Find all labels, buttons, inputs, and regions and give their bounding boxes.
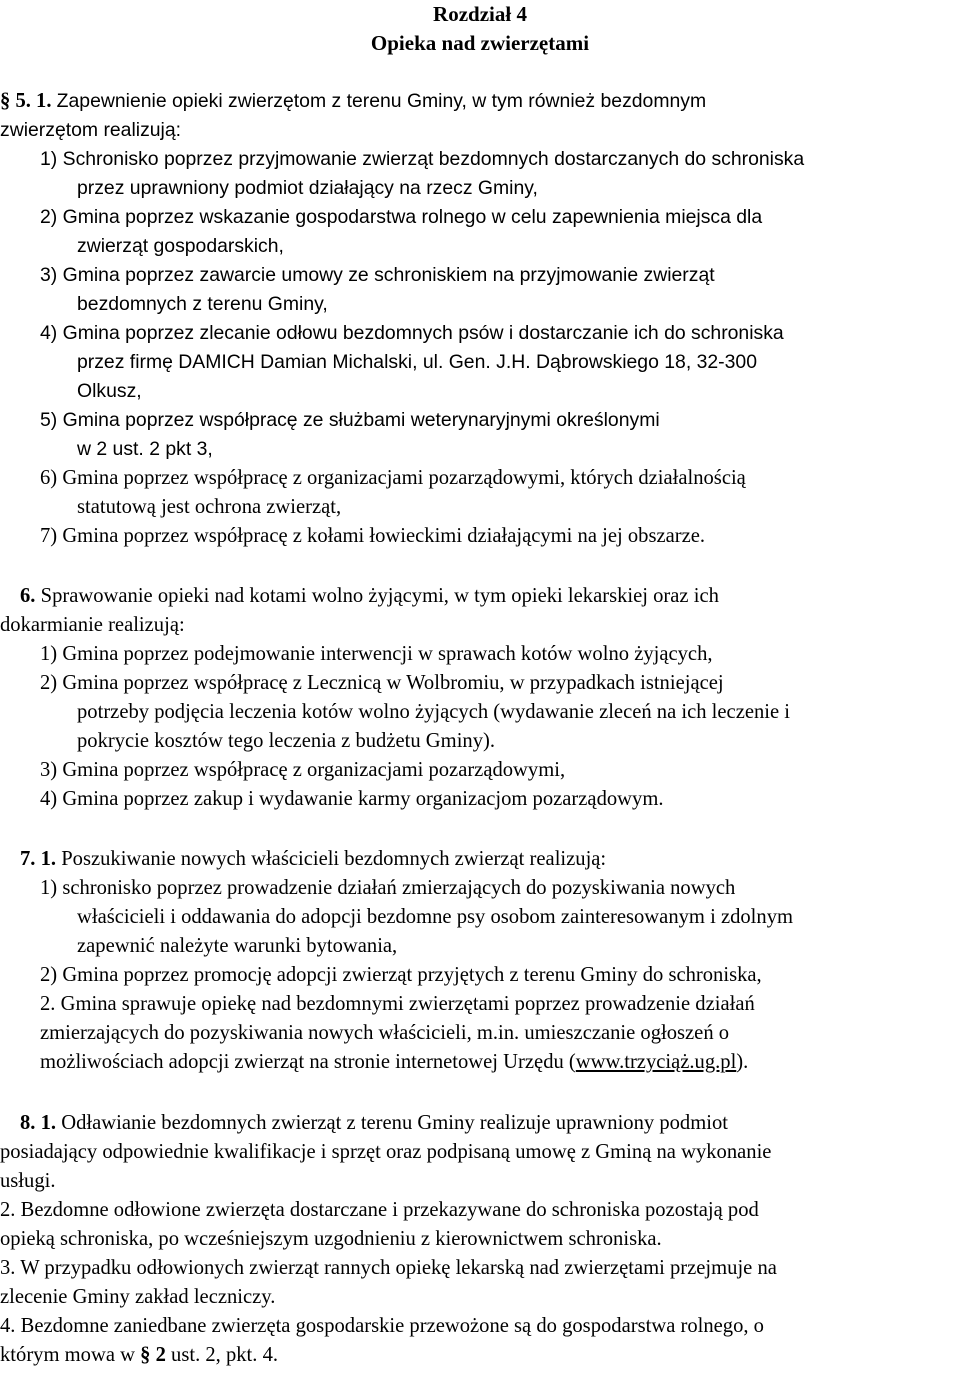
list-item-cont: potrzeby podjęcia leczenia kotów wolno żyjących (wydawanie zleceń na ich leczenie i <box>77 701 790 723</box>
paragraph: 4. Bezdomne zaniedbane zwierzęta gospodarskie przewożone są do gospodarstwa rolnego, o <box>0 1315 764 1337</box>
list-item: 1) Gmina poprzez podejmowanie interwencji w sprawach kotów wolno żyjących, <box>40 643 713 665</box>
list-item: 3) Gmina poprzez zawarcie umowy ze schroniskiem na przyjmowanie zwierząt <box>40 264 715 286</box>
section-sign: § <box>0 90 11 112</box>
list-item-cont: pokrycie kosztów tego leczenia z budżetu Gminy). <box>77 730 496 752</box>
list-item: 4) Gmina poprzez zakup i wydawanie karmy organizacjom pozarządowym. <box>40 788 664 810</box>
section-7-intro: 7. 1. Poszukiwanie nowych właścicieli bezdomnych zwierząt realizują: <box>0 845 606 874</box>
paragraph-cont: opieką schroniska, po wcześniejszym uzgodnieniu z kierownictwem schroniska. <box>0 1228 662 1250</box>
paragraph-cont: którym mowa w § 2 ust. 2, pkt. 4. <box>0 1344 279 1366</box>
section-6-intro-cont: dokarmianie realizują: <box>0 614 185 636</box>
paragraph-cont: możliwościach adopcji zwierząt na stronie internetowej Urzędu (www.trzyciąż.ug.pl). <box>40 1051 749 1073</box>
paragraph: 2. Gmina sprawuje opiekę nad bezdomnymi zwierzętami poprzez prowadzenie działań <box>40 993 755 1015</box>
list-item-cont: zapewnić należyte warunki bytowania, <box>77 935 398 957</box>
chapter-title: Opieka nad zwierzętami <box>370 31 590 55</box>
section-5-intro: § 5. 1. Zapewnienie opieki zwierzętom z terenu Gminy, w tym również bezdomnym <box>0 90 707 112</box>
paragraph: 3. W przypadku odłowionych zwierząt rannych opiekę lekarską nad zwierzętami przejmuje na <box>0 1257 777 1279</box>
section-8-intro: 8. 1. Odławianie bezdomnych zwierząt z terenu Gminy realizuje uprawniony podmiot <box>0 1109 728 1138</box>
paragraph: 2. Bezdomne odłowione zwierzęta dostarczane i przekazywane do schroniska pozostają pod <box>0 1199 759 1221</box>
section-number: 8. 1. <box>20 1112 57 1134</box>
section-number: 5. 1. <box>15 90 52 112</box>
list-item: 1) schronisko poprzez prowadzenie działań zmierzających do pozyskiwania nowych <box>40 877 736 899</box>
list-item-cont: w 2 ust. 2 pkt 3, <box>77 438 213 460</box>
section-number: 6. <box>20 585 36 607</box>
list-item-cont: przez uprawniony podmiot działający na rzecz Gminy, <box>77 177 538 199</box>
paragraph-cont: posiadający odpowiednie kwalifikacje i sprzęt oraz podpisaną umowę z Gminą na wykonanie <box>0 1141 772 1163</box>
list-item: 6) Gmina poprzez współpracę z organizacjami pozarządowymi, których działalnością <box>40 467 746 489</box>
list-item: 1) Schronisko poprzez przyjmowanie zwierząt bezdomnych dostarczanych do schroniska <box>40 148 805 170</box>
paragraph-cont: zlecenie Gminy zakład leczniczy. <box>0 1286 276 1308</box>
list-item: 5) Gmina poprzez współpracę ze służbami weterynaryjnymi określonymi <box>40 409 660 431</box>
paragraph-cont: usługi. <box>0 1170 56 1192</box>
chapter-number: Rozdział 4 <box>433 2 527 26</box>
list-item-cont: zwierząt gospodarskich, <box>77 235 284 257</box>
list-item: 2) Gmina poprzez promocję adopcji zwierząt przyjętych z terenu Gminy do schroniska, <box>40 964 762 986</box>
section-6-intro: 6. Sprawowanie opieki nad kotami wolno żyjącymi, w tym opieki lekarskiej oraz ich <box>0 582 719 611</box>
list-item-cont: bezdomnych z terenu Gminy, <box>77 293 328 315</box>
paragraph-cont: zmierzających do pozyskiwania nowych właścicieli, m.in. umieszczanie ogłoszeń o <box>40 1022 730 1044</box>
list-item: 2) Gmina poprzez współpracę z Lecznicą w Wolbromiu, w przypadkach istniejącej <box>40 672 724 694</box>
section-number: 7. 1. <box>20 848 57 870</box>
list-item-cont: statutową jest ochrona zwierząt, <box>77 496 342 518</box>
website-link[interactable]: www.trzyciąż.ug.pl <box>575 1051 737 1073</box>
list-item: 2) Gmina poprzez wskazanie gospodarstwa rolnego w celu zapewnienia miejsca dla <box>40 206 763 228</box>
list-item-cont: przez firmę DAMICH Damian Michalski, ul. Gen. J.H. Dąbrowskiego 18, 32-300 <box>77 351 757 373</box>
list-item: 7) Gmina poprzez współpracę z kołami łowieckimi działającymi na jej obszarze. <box>40 525 706 547</box>
list-item: 3) Gmina poprzez współpracę z organizacjami pozarządowymi, <box>40 759 566 781</box>
list-item-cont: właścicieli i oddawania do adopcji bezdomne psy osobom zainteresowanym i zdolnym <box>77 906 794 928</box>
section-sign: § <box>140 1344 151 1366</box>
list-item-cont: Olkusz, <box>77 380 142 402</box>
section-5-intro-cont: zwierzętom realizują: <box>0 119 182 141</box>
list-item: 4) Gmina poprzez zlecanie odłowu bezdomnych psów i dostarczanie ich do schroniska <box>40 322 784 344</box>
